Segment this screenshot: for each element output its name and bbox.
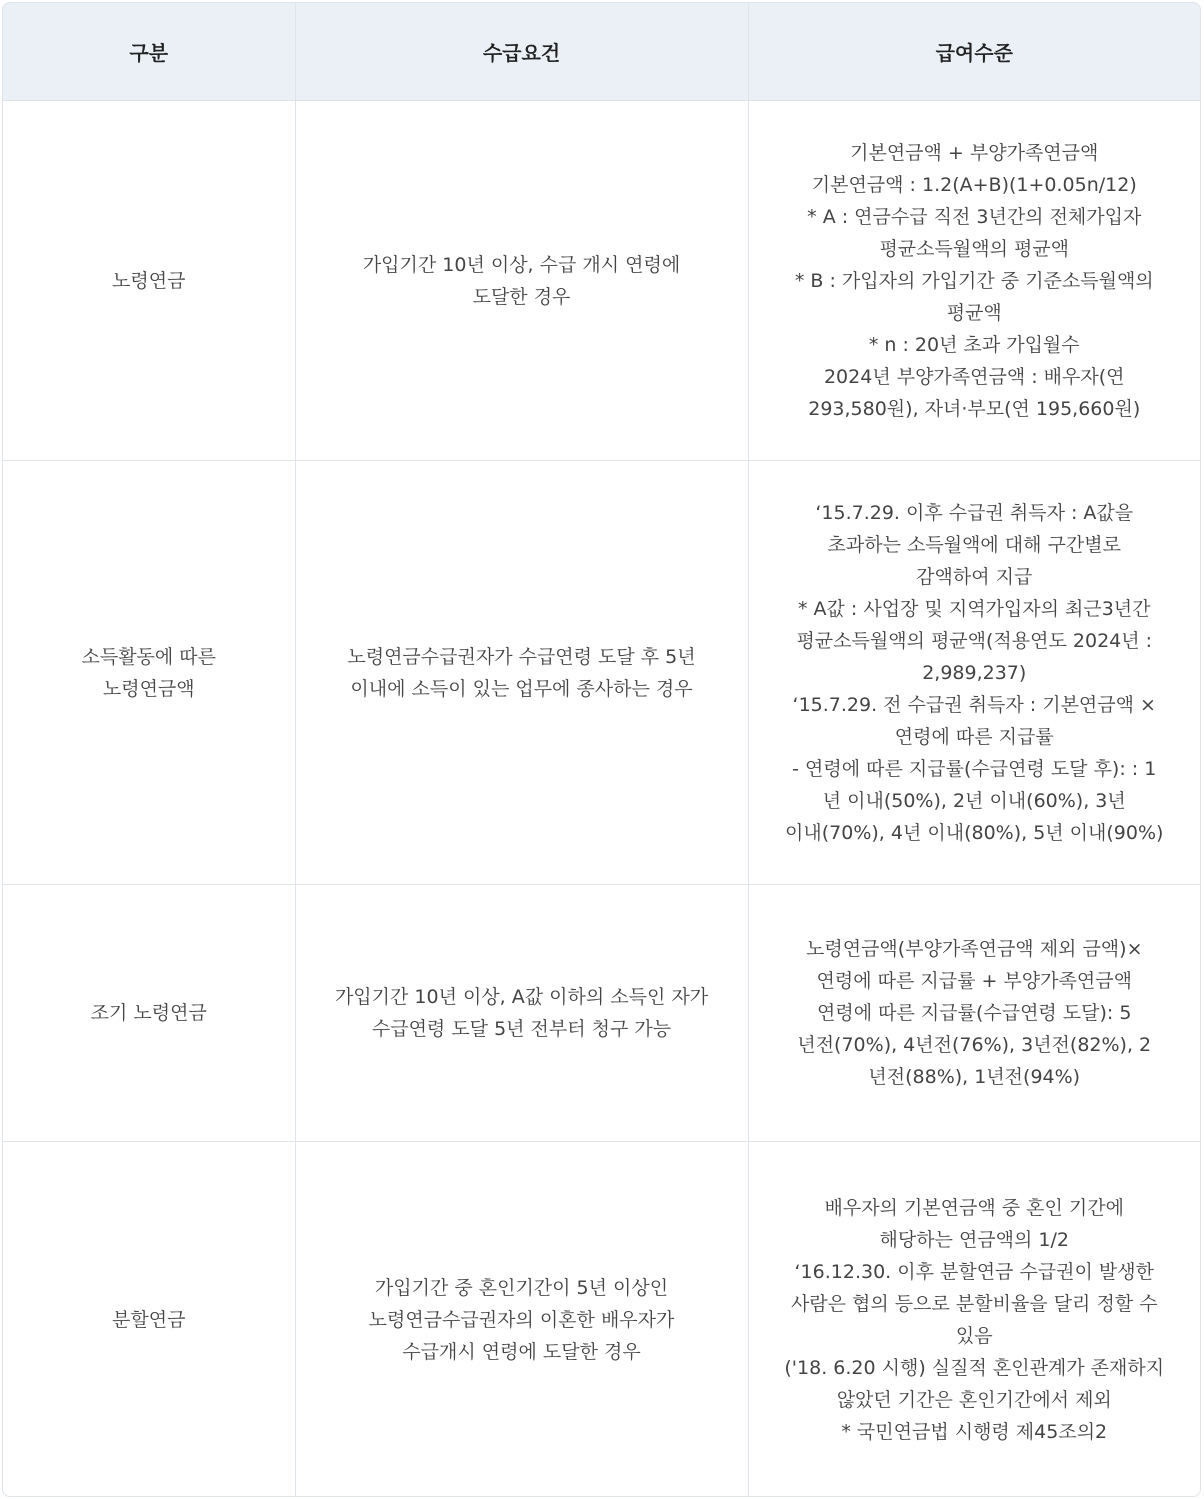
cell-line: 감액하여 지급 (916, 565, 1033, 588)
cell-line: * B : 가입자의 가입기간 중 기준소득월액의 (794, 269, 1154, 292)
table-row (3, 101, 1200, 461)
cell-line: 노령연금수급권자가 수급연령 도달 후 5년 (347, 645, 696, 668)
pension-benefit-table-container (2, 2, 1201, 1497)
table-row (3, 1142, 1200, 1498)
cell-line: * A값 : 사업장 및 지역가입자의 최근3년간 (797, 597, 1151, 620)
row-category (3, 461, 295, 885)
row-category (3, 1142, 295, 1498)
cell-line: 노령연금수급권자의 이혼한 배우자가 (368, 1308, 675, 1331)
table-row (3, 461, 1200, 885)
row-benefit (748, 885, 1200, 1142)
cell-line: ‘16.12.30. 이후 분할연금 수급권이 발생한 (794, 1260, 1154, 1283)
cell-line: 2024년 부양가족연금액 : 배우자(연 (823, 365, 1125, 388)
cell-line: 해당하는 연금액의 1/2 (879, 1228, 1069, 1251)
row-requirement (295, 101, 748, 461)
header-benefit: 급여수준 (748, 3, 1200, 101)
row-benefit (748, 461, 1200, 885)
cell-line: 가입기간 10년 이상, A값 이하의 소득인 자가 (334, 986, 709, 1008)
cell-line: 가입기간 10년 이상, 수급 개시 연령에 (362, 253, 681, 276)
cell-line: 소득활동에 따른 (81, 645, 217, 668)
cell-line: 않았던 기간은 혼인기간에서 제외 (836, 1388, 1112, 1411)
cell-line: 조기 노령연금 (90, 1002, 207, 1024)
row-requirement (295, 461, 748, 885)
cell-line: 2,989,237) (922, 661, 1027, 684)
cell-line: - 연령에 따른 지급률(수급연령 도달 후): : 1 (792, 757, 1157, 780)
cell-line: 기본연금액 + 부양가족연금액 (850, 141, 1099, 164)
row-requirement (295, 885, 748, 1142)
table-row (3, 885, 1200, 1142)
cell-line: 노령연금 (112, 269, 186, 292)
cell-line: 노령연금액(부양가족연금액 제외 금액)× (806, 938, 1143, 960)
cell-line: 수급연령 도달 5년 전부터 청구 가능 (371, 1018, 672, 1040)
cell-line: 293,580원), 자녀·부모(연 195,660원) (808, 397, 1141, 420)
cell-line: * n : 20년 초과 가입월수 (868, 333, 1080, 356)
cell-line: ‘15.7.29. 전 수급권 취득자 : 기본연금액 × (792, 693, 1156, 716)
row-requirement (295, 1142, 748, 1498)
row-category (3, 101, 295, 461)
cell-line: 년전(88%), 1년전(94%) (868, 1066, 1081, 1088)
cell-line: 있음 (955, 1324, 993, 1347)
row-benefit (748, 1142, 1200, 1498)
header-category: 구분 (3, 3, 295, 101)
cell-line: 연령에 따른 지급률(수급연령 도달): 5 (817, 1002, 1132, 1024)
cell-line: 년전(70%), 4년전(76%), 3년전(82%), 2 (797, 1034, 1152, 1056)
cell-line: * A : 연금수급 직전 3년간의 전체가입자 (807, 205, 1142, 228)
cell-line: ‘15.7.29. 이후 수급권 취득자 : A값을 (815, 501, 1134, 524)
table-header-row (3, 3, 1200, 101)
cell-line: 배우자의 기본연금액 중 혼인 기간에 (824, 1196, 1124, 1219)
cell-line: ('18. 6.20 시행) 실질적 혼인관계가 존재하지 (784, 1356, 1165, 1379)
header-requirement: 수급요건 (295, 3, 748, 101)
cell-line: 연령에 따른 지급률 (894, 725, 1054, 748)
cell-line: 평균소득월액의 평균액(적용연도 2024년 : (796, 629, 1153, 652)
cell-line: 평균액 (946, 301, 1002, 324)
cell-line: 가입기간 중 혼인기간이 5년 이상인 (374, 1276, 669, 1299)
cell-line: 도달한 경우 (472, 285, 571, 308)
cell-line: * 국민연금법 시행령 제45조의2 (841, 1420, 1108, 1443)
cell-line: 기본연금액 : 1.2(A+B)(1+0.05n/12) (811, 173, 1137, 196)
cell-line: 년 이내(50%), 2년 이내(60%), 3년 (822, 789, 1126, 812)
cell-line: 수급개시 연령에 도달한 경우 (402, 1340, 641, 1363)
cell-line: 이내(70%), 4년 이내(80%), 5년 이내(90%) (785, 821, 1164, 844)
cell-line: 이내에 소득이 있는 업무에 종사하는 경우 (350, 677, 693, 700)
pension-benefit-table (3, 3, 1200, 1497)
cell-line: 평균소득월액의 평균액 (879, 237, 1070, 260)
row-category (3, 885, 295, 1142)
cell-line: 연령에 따른 지급률 + 부양가족연금액 (816, 970, 1132, 992)
row-benefit (748, 101, 1200, 461)
cell-line: 분할연금 (112, 1308, 186, 1331)
cell-line: 노령연금액 (102, 677, 195, 700)
cell-line: 사람은 협의 등으로 분할비율을 달리 정할 수 (790, 1292, 1158, 1315)
cell-line: 초과하는 소득월액에 대해 구간별로 (827, 533, 1121, 556)
